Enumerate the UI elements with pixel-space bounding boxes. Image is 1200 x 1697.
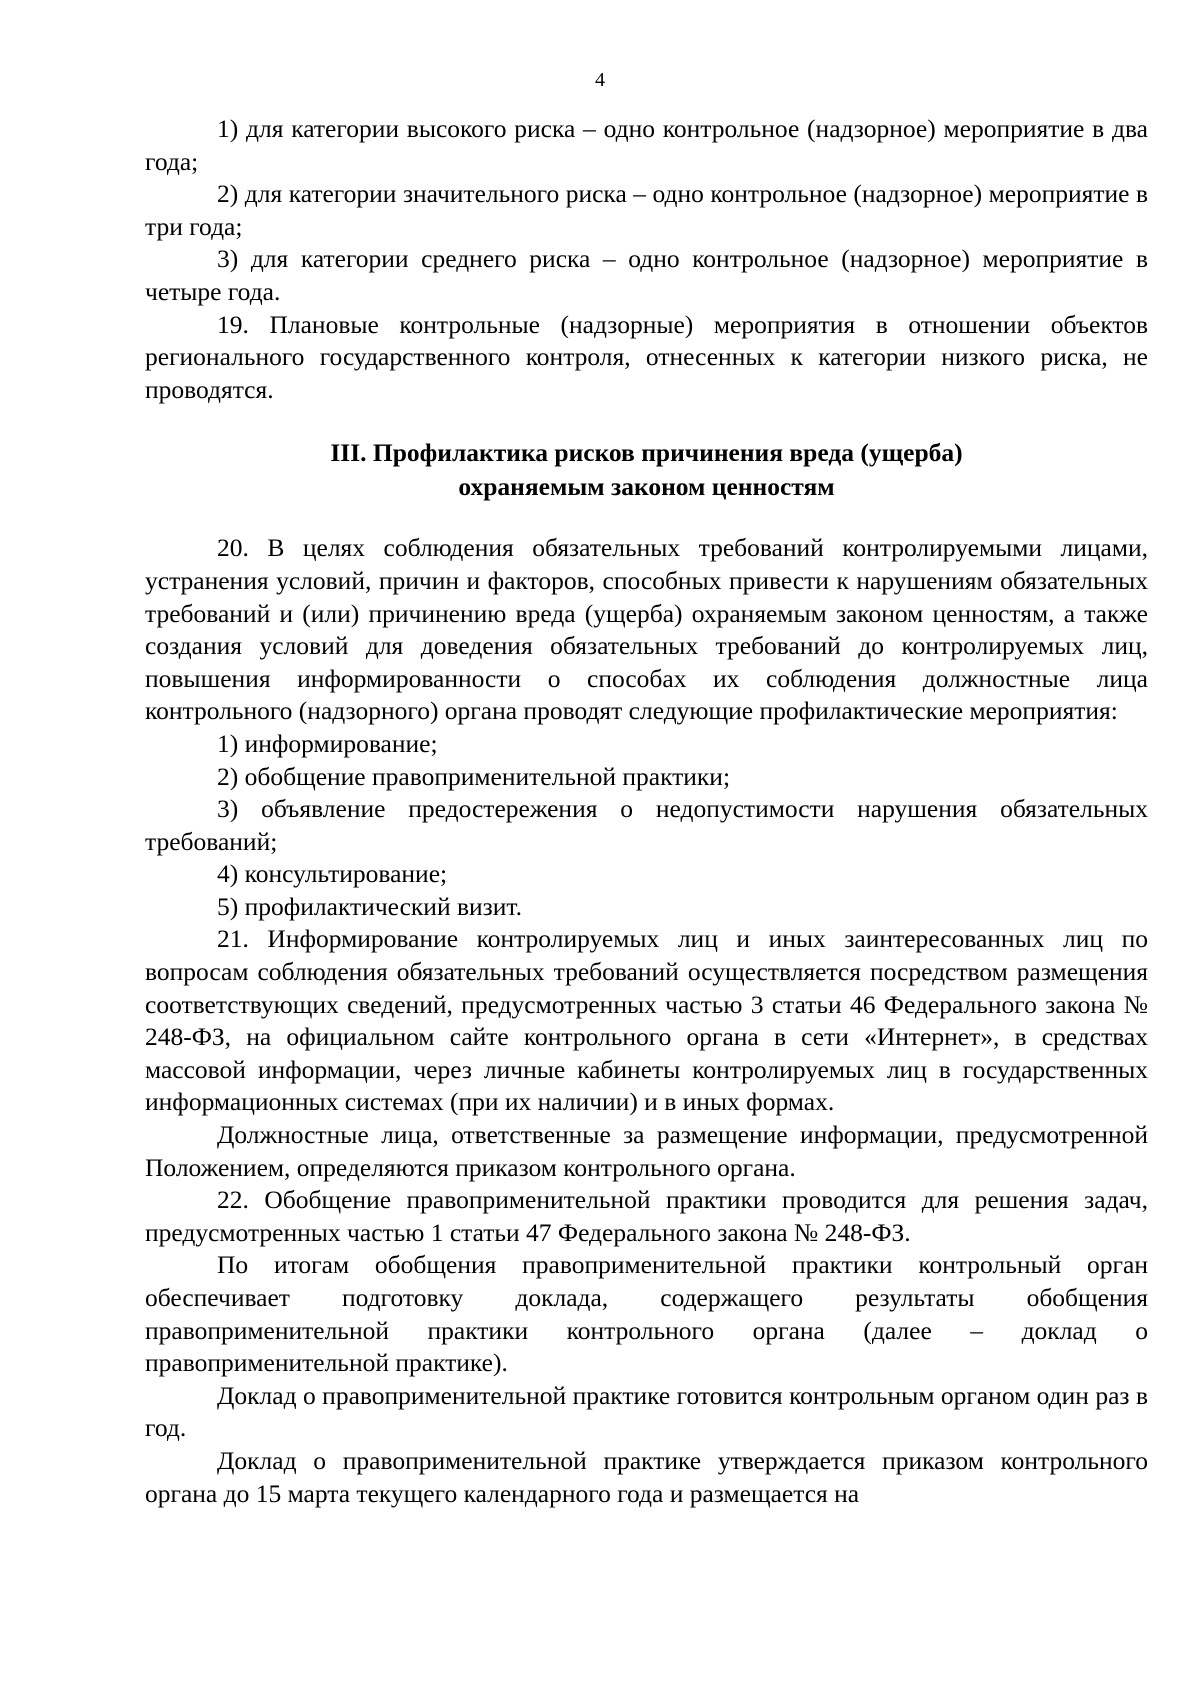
paragraph-19: 19. Плановые контрольные (надзорные) мероприятия в отношении объектов регионального государственного контроля, отнесенных к категории низкого риска, не проводятся. — [145, 309, 1148, 404]
section-heading-line-1: III. Профилактика рисков причинения вреда (ущерба) — [330, 438, 963, 468]
section-heading-line-2: охраняемым законом ценностям — [458, 472, 835, 502]
list-item-informing: 1) информирование; — [217, 728, 438, 758]
spacer — [145, 504, 1148, 532]
paragraph-20: 20. В целях соблюдения обязательных требований контролируемыми лицами, устранения условий, причин и факторов, способных привести к нарушениям обязательных требований и (или) причинению вреда (ущерба) охраняемым законом ценностям, а также создания условий для доведения обязательных требований до контролируемых лиц, повышения информированности о способах их соблюдения должностные лица контрольного (надзорного) органа проводят следующие профилактические мероприятия: — [145, 533, 1148, 726]
list-item-preventive-visit: 5) профилактический визит. — [217, 891, 522, 921]
spacer — [145, 406, 1148, 436]
paragraph-risk-significant: 2) для категории значительного риска – одно контрольное (надзорное) мероприятие в три года; — [145, 179, 1148, 241]
paragraph-report-preparation: По итогам обобщения правоприменительной практики контрольный орган обеспечивает подготовку доклада, содержащего результаты обобщения правоприменительной практики контрольного органа (далее – доклад о правоприменительной практике). — [145, 1250, 1148, 1378]
page-number: 4 — [595, 69, 605, 91]
list-item-consulting: 4) консультирование; — [217, 859, 448, 889]
list-item-warning: 3) объявление предостережения о недопустимости нарушения обязательных требований; — [145, 794, 1148, 856]
document-body — [145, 113, 1148, 1510]
paragraph-21: 21. Информирование контролируемых лиц и иных заинтересованных лиц по вопросам соблюдения обязательных требований осуществляется посредством размещения соответствующих сведений, предусмотренных частью 3 статьи 46 Федерального закона № 248-ФЗ, на официальном сайте контрольного органа в сети «Интернет», в средствах массовой информации, через личные кабинеты контролируемых лиц в государственных информационных системах (при их наличии) и в иных формах. — [145, 924, 1148, 1117]
paragraph-officials: Должностные лица, ответственные за размещение информации, предусмотренной Положением, определяются приказом контрольного органа. — [145, 1120, 1148, 1182]
paragraph-report-yearly: Доклад о правоприменительной практике готовится контрольным органом один раз в год. — [145, 1380, 1148, 1443]
paragraph-22: 22. Обобщение правоприменительной практики проводится для решения задач, предусмотренных частью 1 статьи 47 Федерального закона № 248-ФЗ. — [145, 1185, 1148, 1247]
paragraph-risk-high: 1) для категории высокого риска – одно контрольное (надзорное) мероприятие в два года; — [145, 114, 1148, 176]
paragraph-risk-medium: 3) для категории среднего риска – одно контрольное (надзорное) мероприятие в четыре года. — [145, 244, 1148, 306]
list-item-generalization: 2) обобщение правоприменительной практики; — [217, 761, 731, 791]
paragraph-report-approval: Доклад о правоприменительной практике утверждается приказом контрольного органа до 15 марта текущего календарного года и размещается на — [145, 1445, 1148, 1508]
